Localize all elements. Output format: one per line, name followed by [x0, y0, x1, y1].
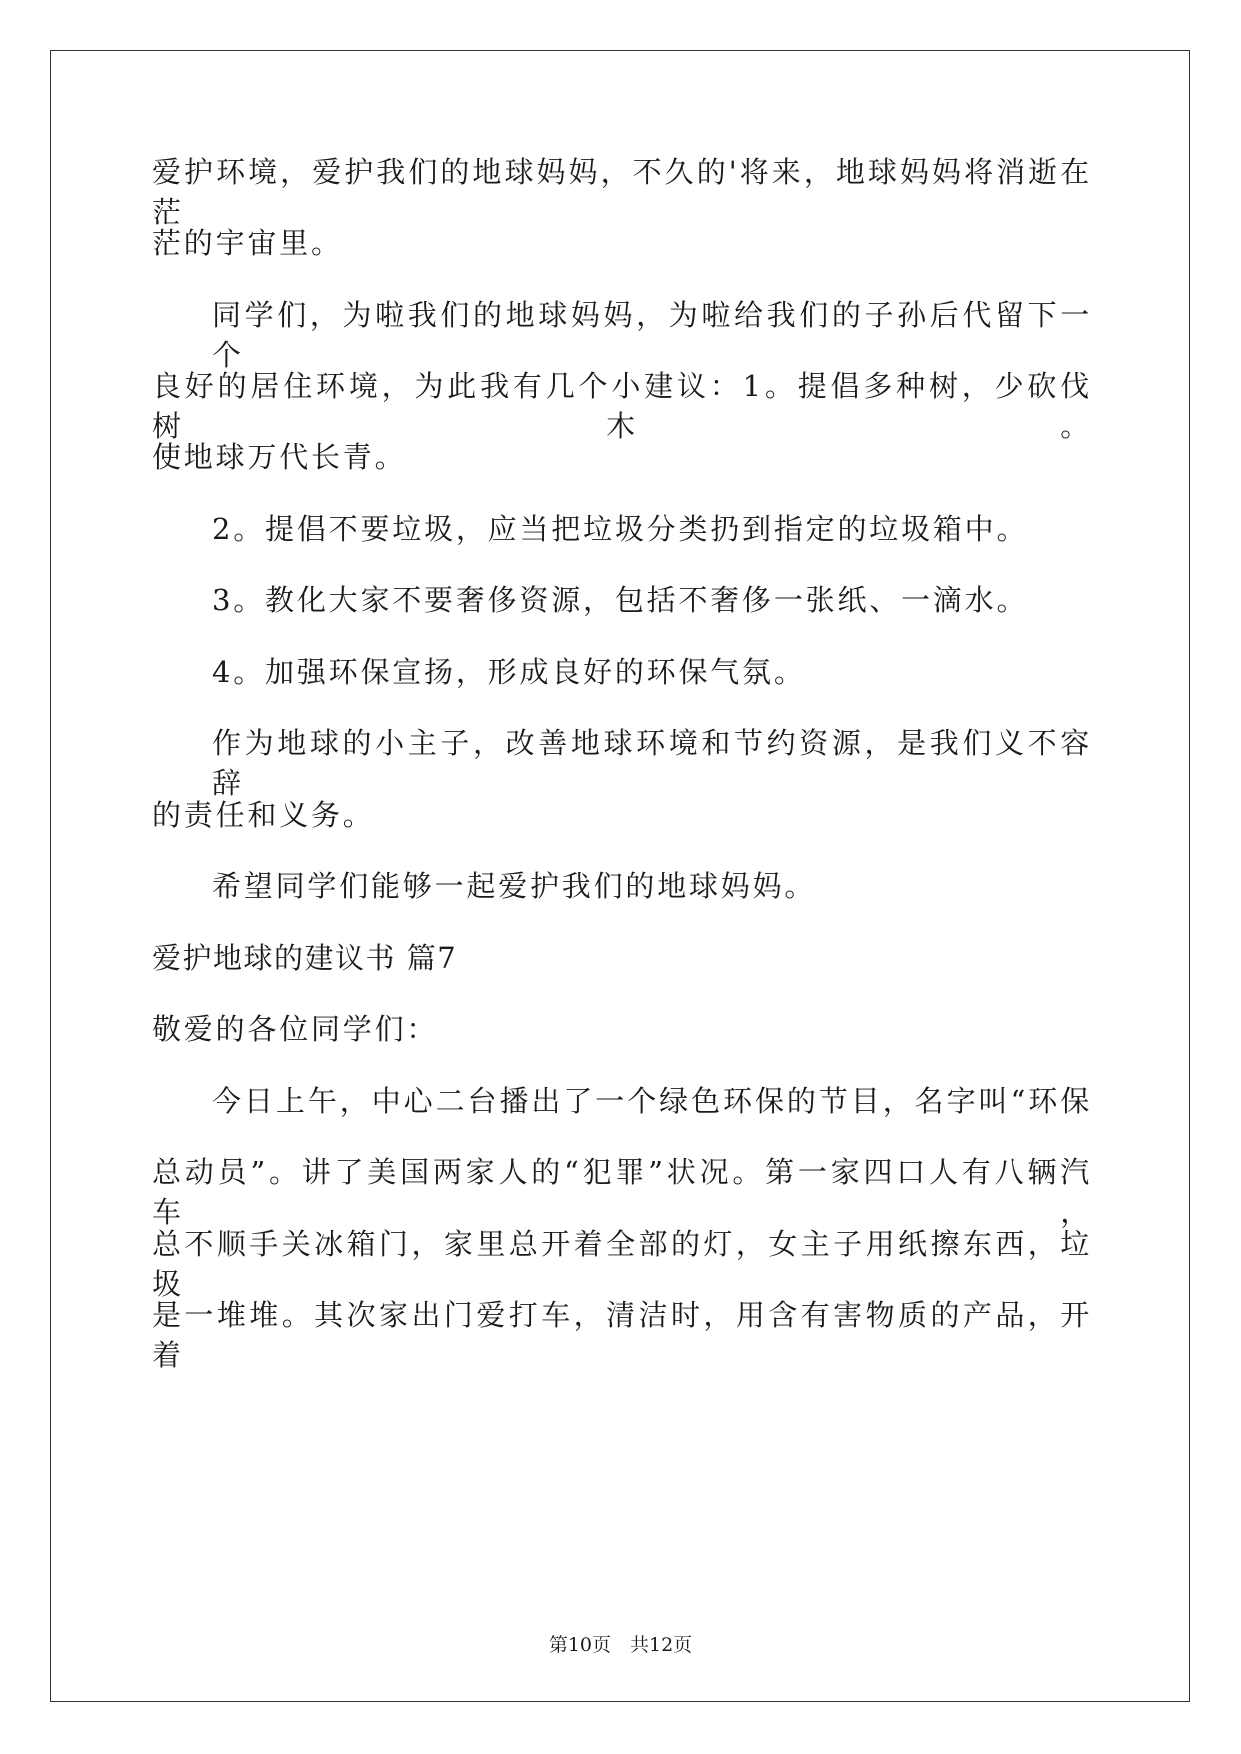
paragraph-line: 今日上午，中心二台播出了一个绿色环保的节目，名字叫“环保 — [212, 1084, 1092, 1118]
paragraph-line: 良好的居住环境，为此我有几个小建议：1。提倡多种树，少砍伐树木。 — [152, 369, 1092, 443]
salutation: 敬爱的各位同学们： — [152, 1012, 439, 1046]
paragraph-line: 总不顺手关冰箱门，家里总开着全部的灯，女主子用纸擦东西，垃圾 — [152, 1227, 1092, 1301]
paragraph-line: 希望同学们能够一起爱护我们的地球妈妈。 — [212, 869, 817, 903]
paragraph-line: 总动员”。讲了美国两家人的“犯罪”状况。第一家四口人有八辆汽车， — [152, 1155, 1092, 1229]
paragraph-line: 2。提倡不要垃圾，应当把垃圾分类扔到指定的垃圾箱中。 — [212, 512, 1029, 546]
paragraph-line: 同学们，为啦我们的地球妈妈，为啦给我们的子孙后代留下一个 — [212, 298, 1092, 372]
paragraph-line: 使地球万代长青。 — [152, 440, 407, 474]
paragraph-line: 4。加强环保宣扬，形成良好的环保气氛。 — [212, 655, 806, 689]
paragraph-line: 3。教化大家不要奢侈资源，包括不奢侈一张纸、一滴水。 — [212, 583, 1029, 617]
paragraph-line: 的责任和义务。 — [152, 798, 375, 832]
paragraph-line: 爱护环境，爱护我们的地球妈妈，不久的'将来，地球妈妈将消逝在茫 — [152, 155, 1092, 229]
section-heading: 爱护地球的建议书 篇7 — [152, 941, 458, 975]
page-number: 第10页 共12页 — [548, 1634, 693, 1656]
paragraph-line: 茫的宇宙里。 — [152, 226, 343, 260]
paragraph-line: 是一堆堆。其次家出门爱打车，清洁时，用含有害物质的产品，开着 — [152, 1298, 1092, 1372]
paragraph-line: 作为地球的小主子，改善地球环境和节约资源，是我们义不容辞 — [212, 726, 1092, 800]
